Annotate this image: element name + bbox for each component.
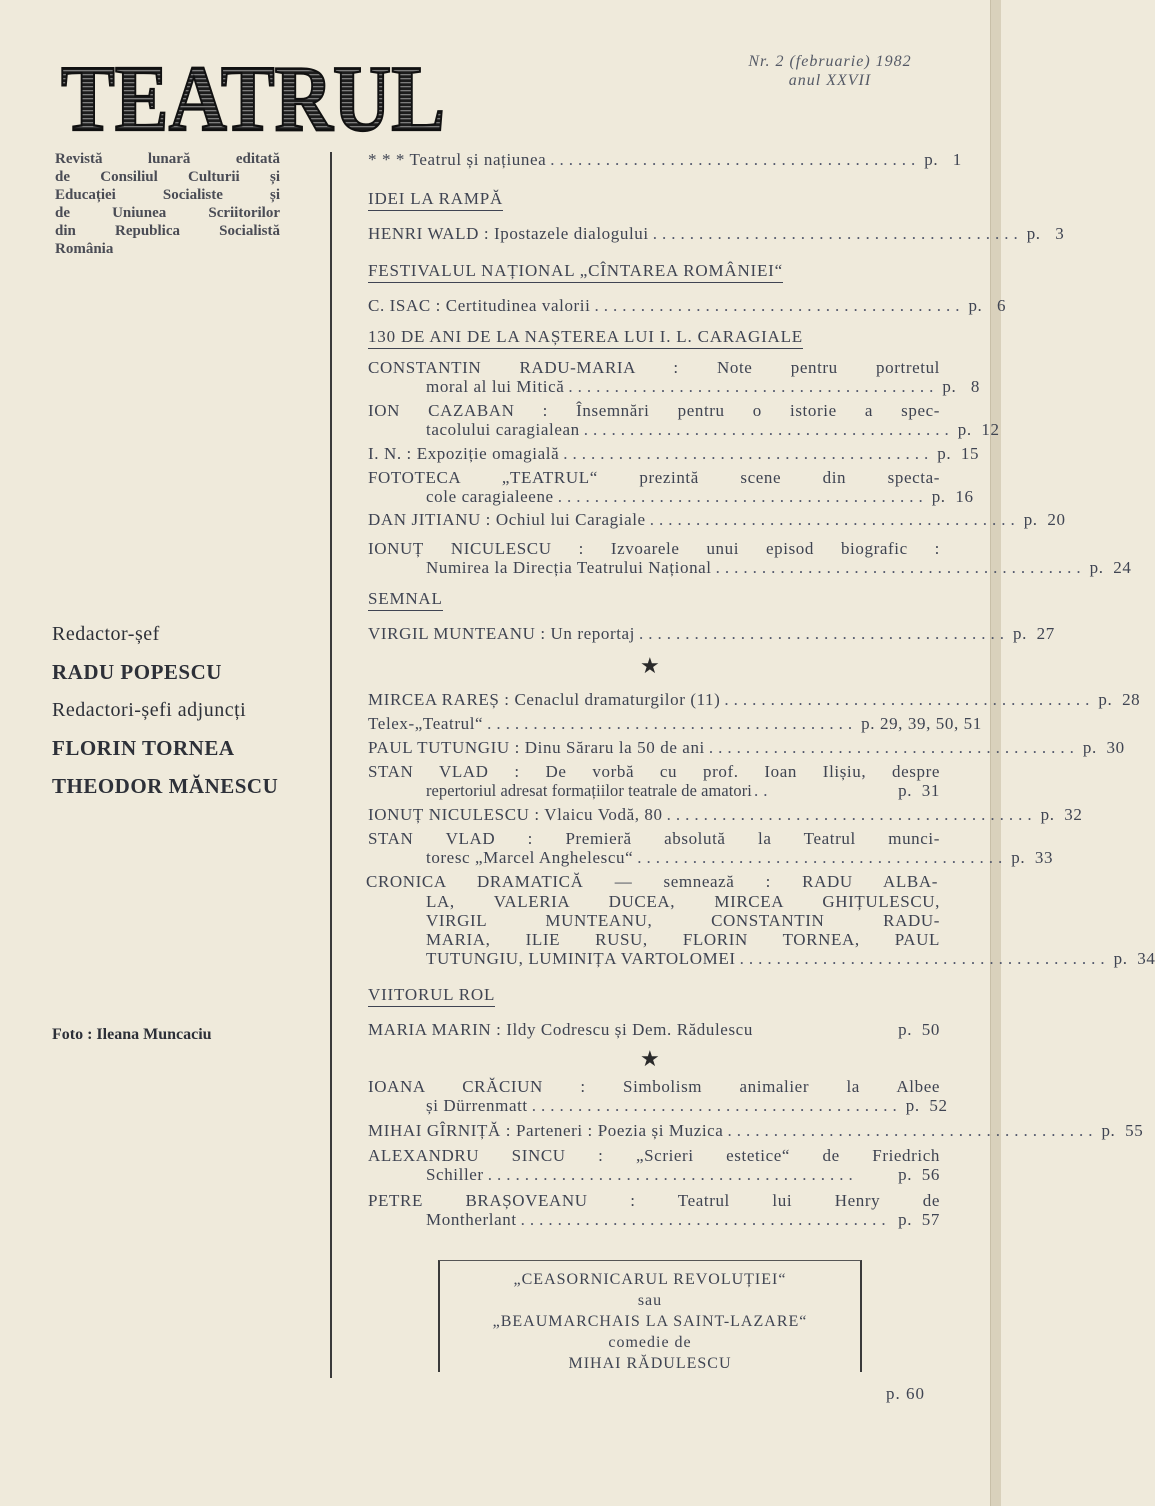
toc-entry-title: tacolului caragialean: [426, 420, 580, 439]
toc-entry: Numirea la Direcția Teatrului Național ........................................ p. 24: [426, 558, 1132, 577]
toc-entry-page: p. 50: [898, 1020, 940, 1039]
toc-entry-page: p. 6: [968, 296, 1007, 315]
toc-entry-title: moral al lui Mitică: [426, 377, 565, 396]
teatrul-logo: [58, 47, 448, 151]
toc-entry-line: CONSTANTIN RADU-MARIA : Note pentru portretul: [368, 358, 940, 377]
toc-entry: repertoriul adresat formațiilor teatrale de amatori .. p. 31: [426, 781, 940, 800]
toc-entry-title: MIRCEA RAREȘ : Cenaclul dramaturgilor (11): [368, 690, 721, 709]
toc-entry-line: PETRE BRAȘOVEANU : Teatrul lui Henry de: [368, 1191, 940, 1210]
logo-text: TEATRUL: [61, 47, 445, 151]
publisher-line: de Uniunea Scriitorilor: [55, 205, 280, 221]
toc-entry-page: p. 55: [1101, 1121, 1144, 1140]
toc-entry-page: p. 12: [957, 420, 1000, 439]
toc-entry-title: Schiller: [426, 1165, 484, 1184]
publisher-line: Educației Socialiste și: [55, 187, 280, 203]
toc-entry-title: IONUȚ NICULESCU : Vlaicu Vodă, 80: [368, 805, 663, 824]
toc-entry: toresc „Marcel Anghelescu“ ........................................ p. 33: [426, 848, 1054, 867]
toc-entry-title: TUTUNGIU, LUMINIȚA VARTOLOMEI: [426, 949, 736, 968]
toc-entry-line: STAN VLAD : Premieră absolută la Teatrul munci-: [368, 829, 940, 848]
publisher-note: [55, 150, 280, 258]
toc-entry-page: p. 16: [931, 487, 974, 506]
toc-entry: VIRGIL MUNTEANU : Un reportaj ........................................ p. 27: [368, 624, 1055, 643]
toc-entry: Montherlant ........................................ p. 57: [426, 1210, 940, 1229]
issue-info: [700, 52, 960, 90]
section-heading: VIITORUL ROL: [368, 984, 495, 1007]
toc-entry-title: Numirea la Direcția Teatrului Național: [426, 558, 712, 577]
toc-entry: PAUL TUTUNGIU : Dinu Săraru la 50 de ani ........................................ p. 30: [368, 738, 1125, 757]
chief-editor-name: RADU POPESCU: [52, 660, 222, 684]
toc-entry: Telex-„Teatrul“ ........................................ p. 29, 39, 50, 51: [368, 714, 982, 733]
featured-page-number: p. 60: [886, 1384, 925, 1403]
featured-author: MIHAI RĂDULESCU: [568, 1355, 732, 1372]
publisher-line: România: [55, 241, 114, 257]
photo-credit: Foto : Ileana Muncaciu: [52, 1026, 212, 1043]
section-heading: SEMNAL: [368, 588, 443, 611]
issue-number: Nr. 2 (februarie) 1982: [748, 53, 912, 70]
toc-entry-line: IOANA CRĂCIUN : Simbolism animalier la Albee: [368, 1077, 940, 1096]
toc-entry: tacolului caragialean ........................................ p. 12: [426, 420, 1000, 439]
toc-entry-line: ALEXANDRU SINCU : „Scrieri estetice“ de Friedrich: [368, 1146, 940, 1165]
toc-entry-line: IONUȚ NICULESCU : Izvoarele unui episod biografic :: [368, 539, 940, 558]
toc-entry-page: p. 34: [1113, 949, 1155, 968]
toc-entry-line: ION CAZABAN : Însemnări pentru o istorie a spec-: [368, 401, 940, 420]
toc-entry-line: CRONICA DRAMATICĂ — semnează : RADU ALBA-: [366, 872, 938, 891]
toc-entry-page: p. 20: [1023, 510, 1066, 529]
publisher-line: din Republica Socialistă: [55, 223, 280, 239]
toc-entry: TUTUNGIU, LUMINIȚA VARTOLOMEI ........................................ p. 34: [426, 949, 1155, 968]
toc-entry-title: cole caragialeene: [426, 487, 554, 506]
toc-entry-title: I. N. : Expoziție omagială: [368, 444, 560, 463]
toc-entry-page: p. 31: [898, 781, 940, 800]
section-heading: IDEI LA RAMPĂ: [368, 188, 503, 211]
toc-entry: cole caragialeene ........................................ p. 16: [426, 487, 974, 506]
section-heading: 130 DE ANI DE LA NAȘTEREA LUI I. L. CARAGIALE: [368, 326, 803, 349]
toc-entry-title: Telex-„Teatrul“: [368, 714, 484, 733]
toc-entry-page: p. 33: [1011, 848, 1054, 867]
toc-entry: moral al lui Mitică ........................................ p. 8: [426, 377, 981, 396]
deputy-editor-name: THEODOR MĂNESCU: [52, 774, 279, 798]
toc-entry-page: p. 29, 39, 50, 51: [861, 714, 982, 733]
toc-entry: C. ISAC : Certitudinea valorii ........................................ p. 6: [368, 296, 1007, 315]
column-divider: [330, 152, 332, 1378]
toc-entry: și Dürrenmatt ........................................ p. 52: [426, 1096, 948, 1115]
toc-entry-page: p. 27: [1013, 624, 1055, 643]
toc-entry-line: VIRGIL MUNTEANU, CONSTANTIN RADU-: [426, 911, 940, 930]
featured-genre: comedie de: [608, 1334, 692, 1351]
featured-subtitle: „BEAUMARCHAIS LA SAINT-LAZARE“: [492, 1313, 808, 1330]
issue-year: anul XXVII: [788, 72, 872, 89]
featured-play-box: [438, 1260, 862, 1372]
toc-entry-line: LA, VALERIA DUCEA, MIRCEA GHIȚULESCU,: [426, 892, 940, 911]
toc-entry: * * * Teatrul și națiunea ........................................ p. 1: [368, 150, 962, 169]
toc-entry-title: repertoriul adresat formațiilor teatrale de amatori: [426, 781, 752, 800]
deputy-editor-name: FLORIN TORNEA: [52, 736, 235, 760]
toc-entry: [368, 1020, 940, 1040]
toc-entry-line: STAN VLAD : De vorbă cu prof. Ioan Ilișiu, despre: [368, 762, 940, 781]
toc-entry-title: HENRI WALD : Ipostazele dialogului: [368, 224, 649, 243]
deputy-editors-role: Redactori-șefi adjuncți: [52, 699, 247, 721]
toc-entry-title: toresc „Marcel Anghelescu“: [426, 848, 634, 867]
toc-entry-title: și Dürrenmatt: [426, 1096, 528, 1115]
chief-editor-role: Redactor-șef: [52, 623, 160, 645]
toc-entry-page: p. 8: [942, 377, 981, 396]
publisher-line: de Consiliul Culturii și: [55, 169, 280, 185]
toc-entry-page: p. 52: [905, 1096, 948, 1115]
toc-entry: MIHAI GÎRNIȚĂ : Parteneri : Poezia și Muzica ........................................ p. 55: [368, 1121, 1144, 1140]
toc-entry: HENRI WALD : Ipostazele dialogului ........................................ p. 3: [368, 224, 1065, 243]
toc-entry-title: MARIA MARIN : Ildy Codrescu și Dem. Rădulescu: [368, 1020, 753, 1039]
toc-entry: Schiller ........................................ p. 56: [426, 1165, 940, 1184]
toc-entry-title: MIHAI GÎRNIȚĂ : Parteneri : Poezia și Muzica: [368, 1121, 724, 1140]
toc-entry-page: p. 56: [898, 1165, 940, 1184]
toc-entry-title: * * * Teatrul și națiunea: [368, 150, 547, 169]
toc-entry-page: p. 1: [924, 150, 962, 169]
toc-entry-title: DAN JITIANU : Ochiul lui Caragiale: [368, 510, 646, 529]
toc-entry-page: p. 57: [898, 1210, 940, 1229]
publisher-line: Revistă lunară editată: [55, 151, 280, 167]
toc-entry-line: MARIA, ILIE RUSU, FLORIN TORNEA, PAUL: [426, 930, 940, 949]
editorial-staff: [52, 615, 322, 805]
featured-title: „CEASORNICARUL REVOLUȚIEI“: [513, 1271, 787, 1288]
star-separator-icon: ★: [640, 653, 661, 678]
section-heading: FESTIVALUL NAȚIONAL „CÎNTAREA ROMÂNIEI“: [368, 260, 783, 283]
toc-entry-title: Montherlant: [426, 1210, 517, 1229]
star-separator-icon: ★: [640, 1046, 661, 1071]
toc-entry-page: p. 30: [1082, 738, 1125, 757]
toc-entry-title: VIRGIL MUNTEANU : Un reportaj: [368, 624, 635, 643]
toc-entry-page: p. 28: [1098, 690, 1141, 709]
toc-entry-page: p. 3: [1026, 224, 1065, 243]
logo-wordmark: [58, 47, 448, 151]
featured-conjunction: sau: [637, 1292, 663, 1309]
toc-entry-line: FOTOTECA „TEATRUL“ prezintă scene din specta-: [368, 468, 940, 487]
toc-entry: IONUȚ NICULESCU : Vlaicu Vodă, 80 ........................................ p. 32: [368, 805, 1083, 824]
toc-entry: DAN JITIANU : Ochiul lui Caragiale ........................................ p. 20: [368, 510, 1066, 529]
toc-entry-title: PAUL TUTUNGIU : Dinu Săraru la 50 de ani: [368, 738, 705, 757]
toc-entry-title: C. ISAC : Certitudinea valorii: [368, 296, 591, 315]
toc-entry: MIRCEA RAREȘ : Cenaclul dramaturgilor (11) ........................................ p. 28: [368, 690, 1141, 709]
toc-entry-page: p. 32: [1040, 805, 1083, 824]
toc-entry: I. N. : Expoziție omagială ........................................ p. 15: [368, 444, 980, 463]
toc-entry-page: p. 24: [1089, 558, 1132, 577]
toc-entry-page: p. 15: [937, 444, 980, 463]
